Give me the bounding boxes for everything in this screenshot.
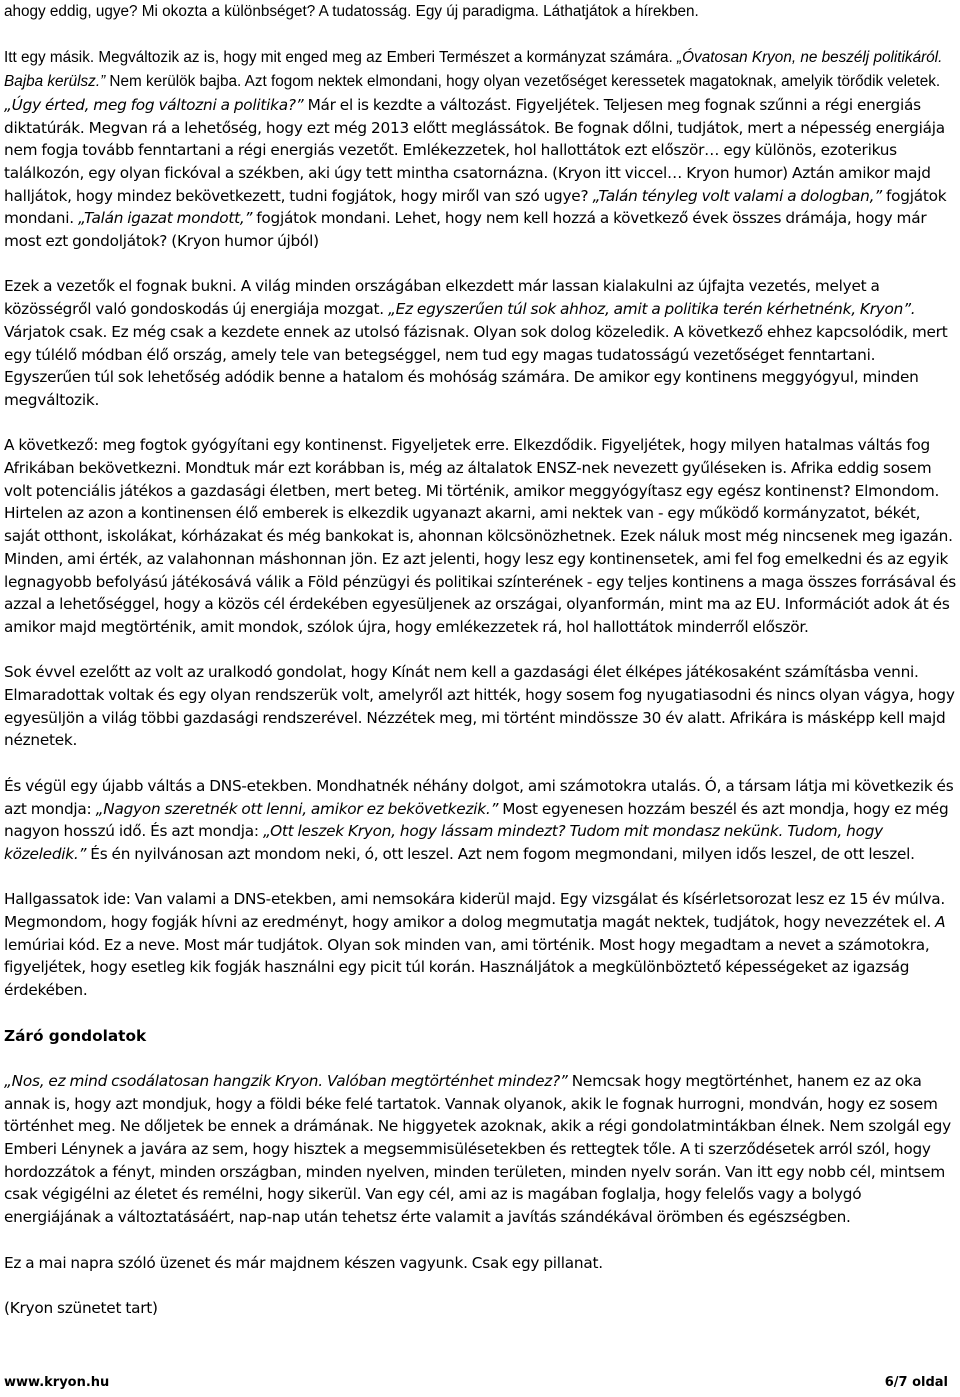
paragraph-p4: [4, 661, 956, 752]
text-run: Nem kerülök bajba. Azt fogom nektek elmondani, hogy olyan vezetőséget keressetek magatoknak, amelyik törődik veletek.: [105, 73, 941, 91]
paragraph-p3: [4, 434, 956, 638]
paragraph-gap: [4, 1002, 956, 1025]
paragraph-gap: [4, 1274, 956, 1297]
text-run: Sok évvel ezelőtt az volt az uralkodó gondolat, hogy Kínát nem kell a gazdasági élet élképes játékosaként számításba venni. Elmaradottak voltak és egy olyan rendszerük volt, amelyről azt hitték, hogy sosem fog nyugatiasodni és nincs olyan vágya, hogy egyesüljön a világ többi gazdasági rendszerével. Nézzétek meg, mi történt mindössze 30 év alatt. Afrikára is másképp kell majd néznetek.: [4, 663, 955, 750]
text-run: Nemcsak hogy megtörténhet, hanem ez az oka annak is, hogy azt mondjuk, hogy a földi béke felé tartatok. Vannak olyanok, akik le fognak hurrogni, mondván, hogy ez sosem történhet meg. Ne dőljetek be ennek a drámának. Ne higgyetek azoknak, akik a régi gondolatmintákban élnek. Nem szolgál egy Emberi Lénynek a javára az sem, hogy hisztek a megsemmisülésetekben és rettegtek tőle. A ti szerződésetek arról szól, hogy hordozzátok a fényt, minden országban, minden nyelven, minden területen, minden nyelv során. Van itt egy nobb cél, mintsem csak végigélni az életet és remélni, hogy sikerül. Van egy cél, ami az is magában foglalja, hogy felelős vagy a bolygó energiájának a változtatásáért, nap-nap után tehetsz érte valamit a javítás szándékával örömben és egészségben.: [4, 1071, 951, 1227]
italic-quote: „Talán tényleg volt valami a dologban,”: [592, 186, 882, 205]
paragraph-gap: [4, 866, 956, 889]
paragraph-c2: [4, 1297, 956, 1320]
italic-quote: „Nagyon szeretnék ott lenni, amikor ez bekövetkezik.”: [95, 799, 499, 818]
italic-quote: „Ez egyszerűen túl sok ahhoz, amit a politika terén kérhetnénk, Kryon”.: [387, 300, 916, 319]
paragraph-p1: [4, 46, 956, 252]
page-footer: [4, 1375, 948, 1390]
paragraph-p5: [4, 775, 956, 866]
text-run: Ezek a vezetők el fognak bukni. A világ minden országában elkezdett már lassan kialakulni az újfajta vezetés, melyet a közösségről való gondoskodás új energiája mozgat.: [4, 277, 880, 319]
text-run: Itt egy másik. Megváltozik az is, hogy mit enged meg az Emberi Természet a kormányzat számára.: [4, 49, 678, 67]
italic-quote: „Óvatosan Kryon, ne beszélj politikáról. Bajba kerülsz.”: [4, 49, 943, 91]
section-heading: Záró gondolatok: [4, 1026, 147, 1045]
footer-website: www.kryon.hu: [4, 1375, 110, 1390]
paragraph-gap: [4, 752, 956, 775]
italic-quote: „Úgy érted, meg fog változni a politika?”: [4, 95, 304, 114]
text-run: ahogy eddig, ugye? Mi okozta a különbséget? A tudatosság. Egy új paradigma. Láthatjátok a hírekben.: [4, 3, 699, 20]
text-run: Ez a mai napra szóló üzenet és már majdnem készen vagyunk. Csak egy pillanat.: [4, 1253, 603, 1272]
text-run: fogjátok mondani.: [4, 186, 947, 228]
paragraph-gap: [4, 1047, 956, 1070]
text-run: (Kryon szünetet tart): [4, 1298, 158, 1317]
text-run: És végül egy újabb váltás a DNS-etekben. Mondhatnék néhány dolgot, ami számotokra utalás. Ó, a társam látja mi következik és azt mondja:: [4, 776, 954, 818]
text-run: Már el is kezdte a változást. Figyeljétek. Teljesen meg fognak szűnni a régi energiás diktatúrák. Megvan rá a lehetőség, hogy ezt még 2013 előtt meglássátok. Be fognak dőlni, tudjátok, mert a népesség energiája nem fogja tovább fenntartani a régi energiás vezetőt. Emlékezzetek, hol hallottátok ezt először… egy különös, ezoterikus találkozón, egy olyan fickóval a székben, aki úgy tett mintha csatornázna. (Kryon itt viccel… Kryon humor) Aztán amikor majd halljátok, hogy mindez bekövetkezett, tudni fogjátok, hogy miről van szó ugye?: [4, 95, 945, 205]
paragraph-gap: [4, 639, 956, 662]
footer-page-number: 6/7 oldal: [884, 1375, 948, 1390]
text-run: Hallgassatok ide: Van valami a DNS-etekben, ami nemsokára kiderül majd. Egy vizsgálat és kísérletsorozat lesz ez 15 év múlva. Megmondom, hogy fogják hívni az eredményt, hogy amikor a dolog megmutatja magát nektek, tudjátok, hogy nevezzétek el.: [4, 890, 946, 932]
paragraph-gap: [4, 24, 956, 47]
paragraph-p2: [4, 275, 956, 411]
paragraph-c0: [4, 1070, 956, 1229]
italic-quote: „Talán igazat mondott,”: [77, 209, 253, 228]
paragraph-gap: [4, 1229, 956, 1252]
document-body: [4, 0, 956, 1025]
text-run: fogjátok mondani. Lehet, hogy nem kell hozzá a következő évek összes drámája, hogy már most ezt gondoljátok? (Kryon humor újból): [4, 209, 927, 251]
italic-quote: „Ott leszek Kryon, hogy lássam mindezt? Tudom mit mondasz nekünk. Tudom, hogy közeledik.”: [4, 822, 883, 863]
closing-section: [4, 1070, 956, 1342]
text-run: És én nyilvánosan azt mondom neki, ó, ott leszel. Azt nem fogom megmondani, milyen idős leszel, de ott leszel.: [86, 844, 915, 863]
italic-quote: A: [935, 913, 946, 932]
paragraph-p0: [4, 0, 956, 24]
document-page: [4, 0, 956, 1342]
text-run: Most egyenesen hozzám beszél és azt mondja, hogy ez még nagyon hosszú idő. És azt mondja:: [4, 799, 949, 841]
paragraph-p6: [4, 888, 956, 1002]
paragraph-c1: [4, 1252, 956, 1275]
paragraph-gap: [4, 1320, 956, 1343]
italic-quote: „Nos, ez mind csodálatosan hangzik Kryon. Valóban megtörténhet mindez?”: [4, 1071, 568, 1090]
text-run: Várjatok csak. Ez még csak a kezdete ennek az utolsó fázisnak. Olyan sok dolog közeledik. A következő ehhez kapcsolódik, mert egy túlélő módban élő ország, amely tele van betegséggel, nem tud egy magas tudatosságú vezetőséget fenntartani. Egyszerűen túl sok lehetőség adódik benne a hatalom és mohóság számára. De amikor egy kontinens meggyógyul, minden megváltozik.: [4, 322, 948, 409]
paragraph-gap: [4, 253, 956, 276]
text-run: lemúriai kód. Ez a neve. Most már tudjátok. Olyan sok minden van, ami történik. Most hogy megadtam a nevet a számotokra, figyeljétek, hogy esetleg kik fogják használni egy picit túl korán. Használjátok a megkülönböztető képességeket az igazság érdekében.: [4, 935, 930, 1000]
paragraph-gap: [4, 412, 956, 435]
text-run: A következő: meg fogtok gyógyítani egy kontinenst. Figyeljetek erre. Elkezdődik. Figyeljétek, hogy milyen hatalmas váltás fog Afrikában bekövetkezni. Mondtuk már ezt korábban is, még az általatok ENSZ-nek nevezett gyűléseken is. Afrika eddig sosem volt potenciális játékos a gazdasági életben, mert beteg. Mi történik, amikor meggyógyítasz egy egész kontinenst? Elmondom. Hirtelen az azon a kontinensen élő emberek is elkezdik ugyanazt akarni, ami nektek van - egy működő kormányzatot, békét, saját otthont, iskolákat, kórházakat és még bankokat is, ahonnan kölcsönözhetnek. Ezek náluk most még nincsenek meg igazán. Minden, ami érték, az valahonnan máshonnan jön. Ez azt jelenti, hogy lesz egy kontinensetek, ami fel fog emelkedni és az egyik legnagyobb befolyású játékosává válik a Föld pénzügyi és politikai színterének - egy teljes kontinens a maga összes forrásával és azzal a lehetőséggel, hogy a közös cél érdekében egyesüljenek az országai, olyanformán, mint ma az EU. Információt adok át és amikor majd megtörténik, amit mondok, szólok újra, hogy emlékezzetek rá, hol hallottátok minderről először.: [4, 436, 956, 636]
